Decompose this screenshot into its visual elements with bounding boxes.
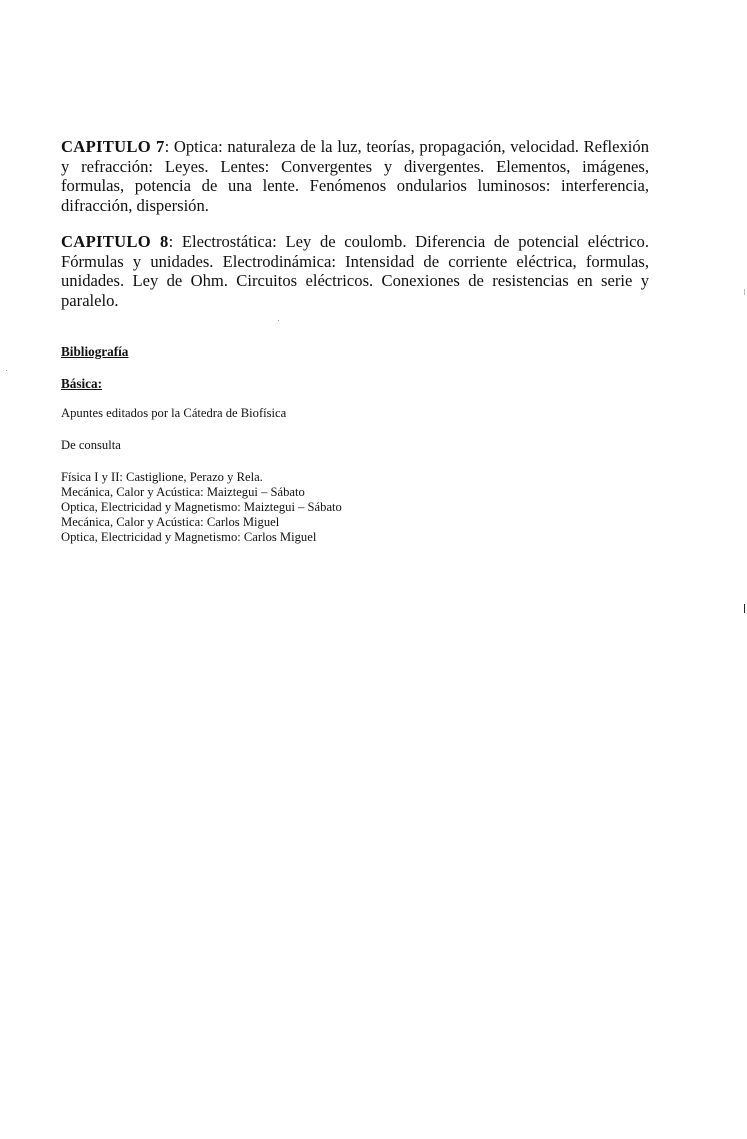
chapter-8-title: CAPITULO 8: [61, 232, 169, 251]
scan-artifact-mark: [744, 289, 745, 295]
chapter-8-body: : Electrostática: Ley de coulomb. Diferencia de potencial eléctrico. Fórmulas y unidades. Electrodinámica: Intensidad de corriente eléctrica, formulas, unidades. Ley de Ohm. Circuitos eléctricos. Conexiones de resistencias en serie y paralelo.: [61, 232, 649, 310]
scan-artifact-mark: [744, 604, 745, 613]
reference-item: Optica, Electricidad y Magnetismo: Maiztegui – Sábato: [61, 500, 342, 514]
consult-bibliography-heading: De consulta: [61, 438, 121, 452]
scan-artifact-dot: [6, 370, 7, 371]
chapter-8-paragraph: [61, 232, 649, 310]
chapter-7-paragraph: [61, 137, 649, 215]
reference-item: Mecánica, Calor y Acústica: Carlos Miguel: [61, 515, 280, 529]
bibliography-heading: Bibliografía: [61, 344, 129, 359]
reference-list: [61, 470, 342, 545]
reference-item: Optica, Electricidad y Magnetismo: Carlos Miguel: [61, 530, 317, 544]
basic-bibliography-heading: Básica:: [61, 376, 103, 391]
chapter-7-title: CAPITULO 7: [61, 137, 165, 156]
basic-bibliography-item: Apuntes editados por la Cátedra de Biofísica: [61, 406, 287, 420]
chapter-7-body: : Optica: naturaleza de la luz, teorías, propagación, velocidad. Reflexión y refracción: Leyes. Lentes: Convergentes y divergentes. Elementos, imágenes, formulas, potencia de una lente. Fenómenos ondularios luminosos: interferencia, difracción, dispersión.: [61, 137, 649, 215]
reference-item: Física I y II: Castiglione, Perazo y Rela.: [61, 470, 263, 484]
reference-item: Mecánica, Calor y Acústica: Maiztegui – Sábato: [61, 485, 305, 499]
scan-artifact-dot: [278, 320, 279, 321]
